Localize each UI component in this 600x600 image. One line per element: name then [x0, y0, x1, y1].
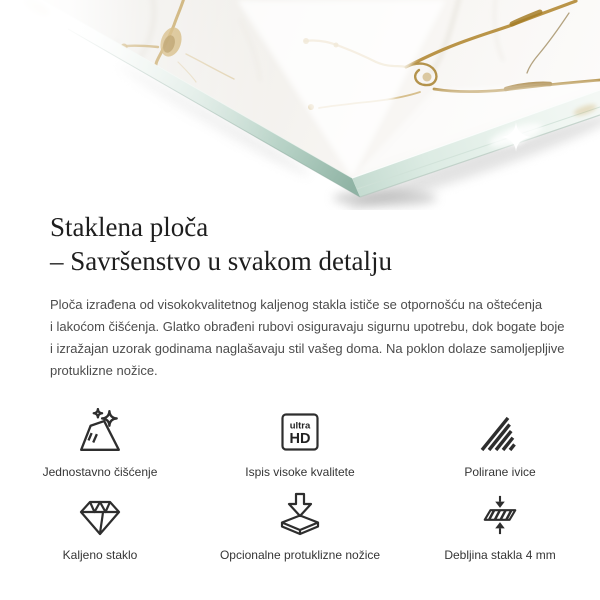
feature-print-quality	[200, 401, 400, 479]
description-line: i izražajan uzorak godinama naglašavaju stil vašeg doma. Na poklon dolaze samoljepljive	[50, 341, 565, 356]
title-line-2: – Savršenstvo u svakom detalju	[50, 246, 392, 276]
feature-anti-slip-feet	[200, 484, 400, 562]
description-line: Ploča izrađena od visokokvalitetnog kaljenog stakla ističe se otpornošću na oštećenja	[50, 297, 543, 312]
feature-polished-edges	[400, 401, 600, 479]
page-title	[50, 210, 570, 278]
polished-edges-icon	[478, 401, 522, 454]
svg-text:ultra: ultra	[289, 420, 311, 432]
feature-label: Kaljeno staklo	[62, 548, 138, 562]
product-description	[50, 294, 570, 382]
feature-easy-cleaning	[0, 401, 200, 479]
feature-label: Opcionalne protuklizne nožice	[219, 548, 381, 562]
ultra-hd-icon	[278, 401, 322, 454]
feature-glass-thickness	[400, 484, 600, 562]
hero-image	[0, 0, 600, 210]
diamond-icon	[77, 484, 123, 537]
anti-slip-feet-icon	[278, 484, 322, 537]
glass-thickness-icon	[479, 484, 521, 537]
sparkle-clean-icon	[77, 401, 123, 454]
title-line-1: Staklena ploča	[50, 212, 209, 242]
svg-text:HD: HD	[289, 431, 311, 447]
feature-grid	[0, 401, 600, 562]
feature-tempered-glass	[0, 484, 200, 562]
left-fade-overlay	[0, 0, 280, 210]
feature-label: Jednostavno čišćenje	[42, 465, 158, 479]
marble-glass-panel-graphic	[0, 0, 600, 210]
feature-label: Ispis visoke kvalitete	[245, 465, 355, 479]
feature-label: Polirane ivice	[464, 465, 536, 479]
feature-label: Debljina stakla 4 mm	[444, 548, 556, 562]
description-line: protuklizne nožice.	[50, 363, 158, 378]
description-line: i lakoćom čišćenja. Glatko obrađeni rubovi osiguravaju sigurnu upotrebu, dok bogate boje	[50, 319, 565, 334]
